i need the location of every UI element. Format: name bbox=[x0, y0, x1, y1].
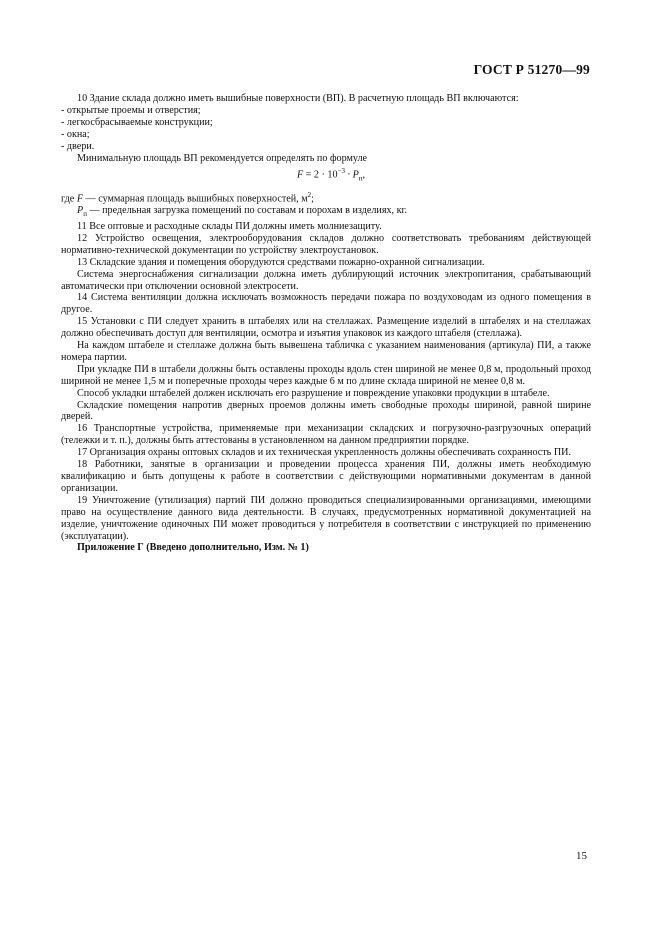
clause-12: 12 Устройство освещения, электрооборудования складов должно соответствовать требованиям действующей нормативно-технической документации по устройству электроустановок. bbox=[61, 232, 591, 256]
clause-10-item: - легкосбрасываемые конструкции; bbox=[61, 116, 213, 128]
where-p-definition bbox=[61, 205, 591, 221]
clause-10-item: - открытые проемы и отверстия; bbox=[61, 104, 201, 116]
document-header: ГОСТ Р 51270—99 bbox=[473, 62, 590, 77]
formula-mid: = 2 · 10 bbox=[303, 169, 338, 181]
clause-15: 15 Установки с ПИ следует хранить в штабелях или на стеллажах. Размещение изделий в штабелях и на стеллажах должно обеспечивать доступ для вентиляции, осмотра и изъятия упаковок из каждого штабеля (стеллажа). bbox=[61, 316, 591, 340]
formula-end: , bbox=[362, 169, 366, 181]
where-f-sup: 2 bbox=[307, 190, 312, 199]
clause-16: 16 Транспортные устройства, применяемые при механизации складских и погрузочно-разгрузочных операций (тележки и т. п.), должны быть аттестованы в установленном на данном предприятии порядке. bbox=[61, 423, 591, 447]
clause-11: 11 Все оптовые и расходные склады ПИ должны иметь молниезащиту. bbox=[77, 220, 382, 232]
clause-10-item: - окна; bbox=[61, 128, 90, 140]
min-area-text: Минимальную площадь ВП рекомендуется определять по формуле bbox=[77, 152, 368, 164]
clause-13-power: Система энергоснабжения сигнализации должна иметь дублирующий источник электропитания, срабатывающий автоматически при отключении основной электросети. bbox=[61, 268, 591, 292]
clause-15-stacking: Способ укладки штабелей должен исключать его разрушение и повреждение упаковки продукции в штабеле. bbox=[77, 387, 550, 399]
page-content bbox=[61, 93, 591, 554]
clause-15-passages: При укладке ПИ в штабели должны быть оставлены проходы вдоль стен шириной не менее 0,8 м, продольный проход шириной не менее 1,5 м и поперечные проходы через каждые 6 м по длине склада шириной не менее 0,8 м. bbox=[61, 363, 591, 387]
clause-18: 18 Работники, занятые в организации и проведении процесса хранения ПИ, должны иметь необходимую квалификацию и быть допущены к работе в соответствии с действующими нормативными документам в данной организации. bbox=[61, 459, 591, 494]
where-f-end: ; bbox=[311, 193, 314, 205]
clause-17: 17 Организация охраны оптовых складов и их техническая укрепленность должны обеспечивать сохранность ПИ. bbox=[77, 447, 571, 459]
area-formula bbox=[61, 166, 591, 185]
formula-p: · P bbox=[344, 169, 359, 181]
where-p-symbol: P bbox=[77, 205, 84, 217]
where-f-definition bbox=[61, 190, 591, 205]
clause-14: 14 Система вентиляции должна исключать возможность передачи пожара по воздуховодам из одного помещения в другое. bbox=[61, 292, 591, 316]
where-f-text: — суммарная площадь вышибных поверхностей, м bbox=[83, 193, 308, 205]
clause-10-item: - двери. bbox=[61, 140, 95, 152]
where-p-sub: п bbox=[83, 210, 87, 219]
where-p-text: — предельная загрузка помещений по составам и порохам в изделиях, кг. bbox=[86, 205, 408, 217]
clause-10-intro: 10 Здание склада должно иметь вышибные поверхности (ВП). В расчетную площадь ВП включаются: bbox=[77, 93, 519, 104]
appendix-note: Приложение Г (Введено дополнительно, Изм. № 1) bbox=[77, 542, 309, 554]
where-prefix: где bbox=[61, 193, 77, 205]
clause-15-label: На каждом штабеле и стеллаже должна быть вывешена табличка с указанием наименования (артикула) ПИ, а также номера партии. bbox=[61, 340, 591, 363]
where-f-symbol: F bbox=[76, 193, 84, 205]
formula-exponent: −3 bbox=[337, 167, 345, 176]
page-number: 15 bbox=[576, 850, 587, 862]
clause-15-doors: Складские помещения напротив дверных проемов должны иметь свободные проходы шириной, равной ширине дверей. bbox=[61, 399, 591, 423]
clause-13: 13 Складские здания и помещения оборудуются средствами пожарно-охранной сигнализации. bbox=[77, 256, 485, 268]
formula-p-sub: п bbox=[358, 174, 363, 183]
formula-lhs: F bbox=[296, 169, 304, 181]
clause-19: 19 Уничтожение (утилизация) партий ПИ должно проводиться специализированными организациями, имеющими право на осуществление данного вида деятельности. В случаях, предусмотренных нормативной документацией на изделие, уничтожение одиночных ПИ может проводиться у потребителя в соответствии с инструкцией по применению (эксплуатации). bbox=[61, 494, 591, 542]
